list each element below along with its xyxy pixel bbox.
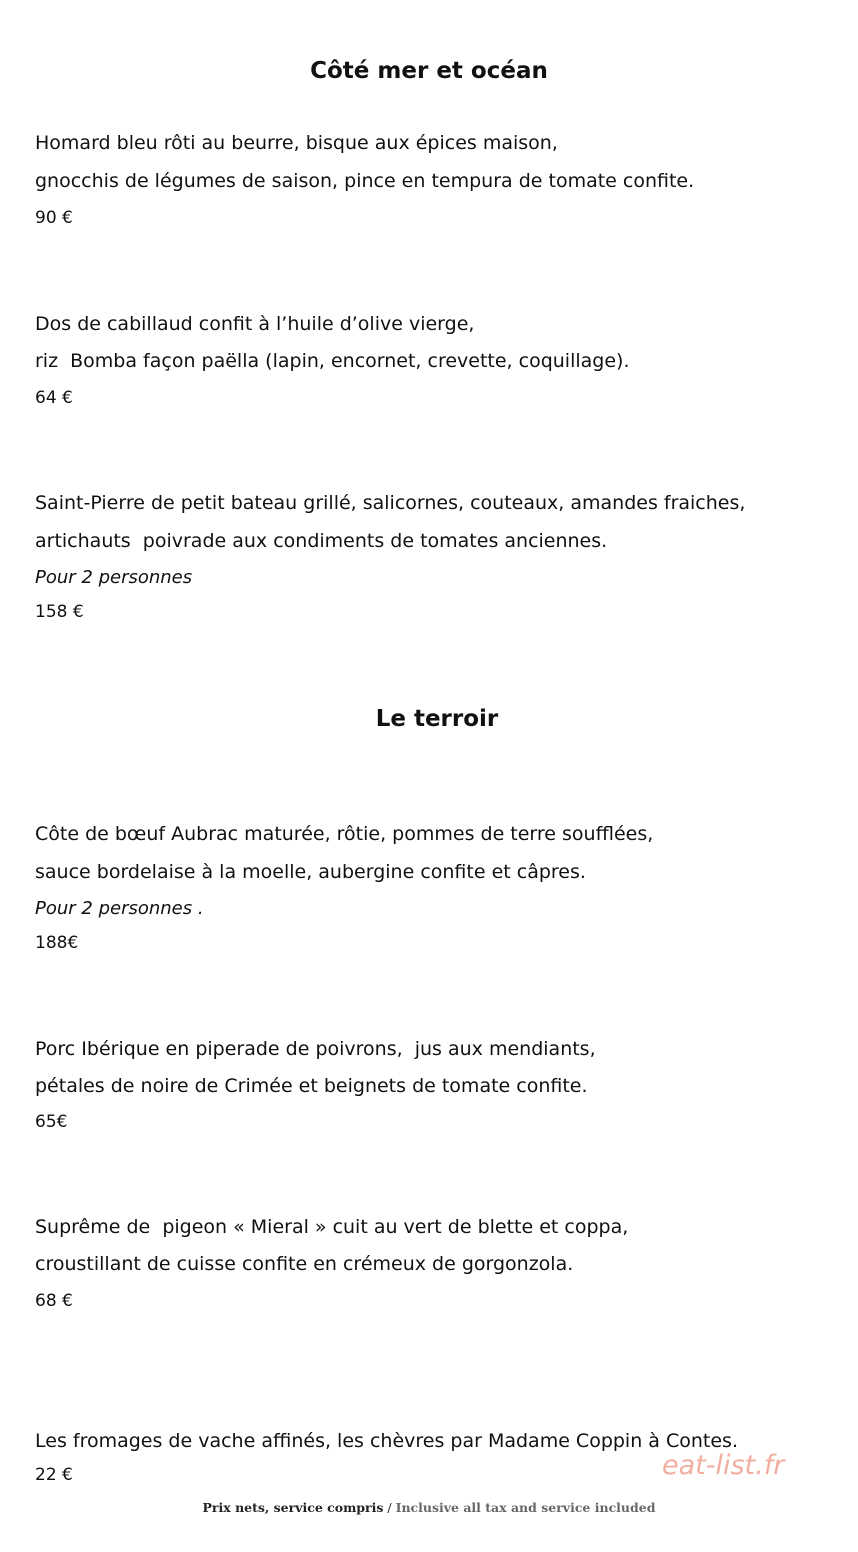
dish-price: 64 € xyxy=(35,388,73,408)
dish-description-line: artichauts poivrade aux condiments de tomates anciennes. xyxy=(35,530,608,552)
footer-text-en: Inclusive all tax and service included xyxy=(395,1500,656,1515)
dish-price: 158 € xyxy=(35,602,84,622)
dish-description-line: Dos de cabillaud confit à l’huile d’olive vierge, xyxy=(35,313,475,335)
dish-description-line: Côte de bœuf Aubrac maturée, rôtie, pommes de terre soufflées, xyxy=(35,823,654,845)
dish-serving-note: Pour 2 personnes xyxy=(35,567,193,588)
dish-description-line: Saint-Pierre de petit bateau grillé, salicornes, couteaux, amandes fraiches, xyxy=(35,492,746,514)
dish-serving-note: Pour 2 personnes . xyxy=(35,898,204,919)
dish-price: 188€ xyxy=(35,933,79,953)
footer-separator: / xyxy=(383,1500,396,1515)
dish-price: 68 € xyxy=(35,1291,73,1311)
dish-price: 90 € xyxy=(35,208,73,228)
dish-description-line: sauce bordelaise à la moelle, aubergine confite et câpres. xyxy=(35,861,586,883)
dish-description-line: Les fromages de vache affinés, les chèvres par Madame Coppin à Contes. xyxy=(35,1430,738,1452)
section-title-terroir: Le terroir xyxy=(375,706,499,732)
dish-price: 22 € xyxy=(35,1465,73,1485)
footer-text-fr: Prix nets, service compris xyxy=(202,1500,384,1515)
dish-description-line: riz Bomba façon paëlla (lapin, encornet, crevette, coquillage). xyxy=(35,350,630,372)
dish-price: 65€ xyxy=(35,1112,68,1132)
watermark-logo: eat-list.fr xyxy=(662,1450,785,1481)
dish-description-line: Homard bleu rôti au beurre, bisque aux épices maison, xyxy=(35,132,558,154)
dish-description-line: pétales de noire de Crimée et beignets de tomate confite. xyxy=(35,1075,588,1097)
dish-description-line: croustillant de cuisse confite en crémeux de gorgonzola. xyxy=(35,1253,574,1275)
dish-description-line: gnocchis de légumes de saison, pince en tempura de tomate confite. xyxy=(35,170,695,192)
dish-description-line: Porc Ibérique en piperade de poivrons, jus aux mendiants, xyxy=(35,1038,596,1060)
price-disclaimer-footer xyxy=(0,1500,858,1515)
dish-description-line: Suprême de pigeon « Mieral » cuit au vert de blette et coppa, xyxy=(35,1216,629,1238)
section-title-sea: Côté mer et océan xyxy=(310,58,548,84)
